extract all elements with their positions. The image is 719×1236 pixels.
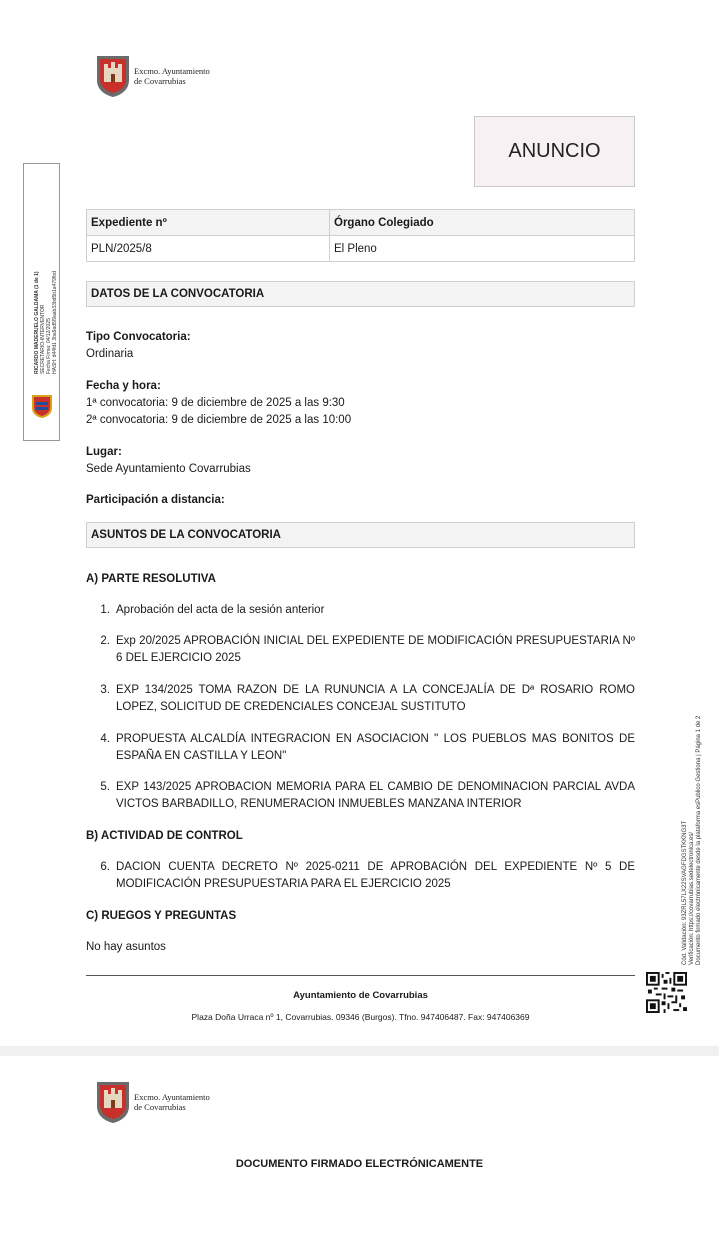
lugar-value: Sede Ayuntamiento Covarrubias — [86, 463, 251, 475]
expediente-header: Expediente nº — [87, 210, 330, 236]
validation-code: Cód. Validación: 93ZRL57LX22SVAGFDGSTKKNG3T — [682, 820, 688, 965]
parte-resolutiva-heading: A) PARTE RESOLUTIVA — [86, 573, 216, 585]
signature-crest-icon — [31, 394, 53, 418]
section-datos-convocatoria: DATOS DE LA CONVOCATORIA — [86, 281, 635, 307]
municipal-logo — [95, 54, 210, 98]
signature-hash: HASH: d44fd1 3ba9ad5f9aab33bd5b1a479fbd — [52, 271, 58, 374]
no-asuntos-text: No hay asuntos — [86, 941, 166, 953]
fecha-label: Fecha y hora: — [86, 380, 161, 392]
signature-stamp — [23, 163, 60, 441]
organo-header: Órgano Colegiado — [330, 210, 635, 236]
signer-role: SECRETARIO-INTERVENTOR — [40, 304, 46, 374]
expediente-table — [86, 209, 635, 262]
item-text: PROPUESTA ALCALDÍA INTEGRACION EN ASOCIACION " LOS PUEBLOS MAS BONITOS DE ESPAÑA EN CASTILLA Y LEON" — [116, 733, 635, 762]
item-number: 2. — [100, 635, 110, 647]
footer-divider — [86, 975, 635, 976]
item-number: 4. — [100, 733, 110, 745]
item-number: 1. — [100, 604, 110, 616]
item-number: 6. — [100, 861, 110, 873]
coat-of-arms-icon — [95, 1080, 131, 1124]
list-item — [86, 633, 635, 667]
logo-line-2: de Covarrubias — [134, 1102, 186, 1112]
actividad-control-heading: B) ACTIVIDAD DE CONTROL — [86, 830, 243, 842]
page-separator — [0, 1046, 719, 1056]
qr-code-icon — [646, 972, 687, 1013]
signature-date: Fecha Firma: 04/12/2025 — [46, 318, 52, 374]
fecha-segunda: 2ª convocatoria: 9 de diciembre de 2025 a las 10:00 — [86, 414, 352, 426]
verification-code — [682, 716, 703, 965]
ruegos-heading: C) RUEGOS Y PREGUNTAS — [86, 910, 237, 922]
item-number: 5. — [100, 781, 110, 793]
organo-value: El Pleno — [330, 236, 635, 262]
footer-organization: Ayuntamiento de Covarrubias — [293, 990, 428, 1001]
table-header-row — [87, 210, 635, 236]
tipo-label: Tipo Convocatoria: — [86, 331, 191, 343]
section-asuntos: ASUNTOS DE LA CONVOCATORIA — [86, 522, 635, 548]
item-number: 3. — [100, 684, 110, 696]
list-item — [86, 731, 635, 765]
coat-of-arms-icon — [95, 54, 131, 98]
document-page-2 — [0, 1056, 719, 1236]
logo-line-2: de Covarrubias — [134, 76, 186, 86]
table-row — [87, 236, 635, 262]
logo-line-1: Excmo. Ayuntamiento — [134, 1092, 210, 1102]
document-title: ANUNCIO — [474, 116, 635, 187]
verification-url[interactable]: Verificación: https://covarrubias.sedelectronica.es/ — [689, 831, 695, 965]
item-text: DACION CUENTA DECRETO Nº 2025-0211 DE APROBACIÓN DEL EXPEDIENTE Nº 5 DE MODIFICACIÓN PRESUPUESTARIA PARA EL EJERCICIO 2025 — [116, 861, 635, 890]
item-text: Aprobación del acta de la sesión anterior — [116, 604, 325, 616]
list-item — [86, 779, 635, 813]
expediente-value: PLN/2025/8 — [87, 236, 330, 262]
signed-document-label: DOCUMENTO FIRMADO ELECTRÓNICAMENTE — [235, 1158, 484, 1170]
list-item — [86, 859, 635, 893]
item-text: Exp 20/2025 APROBACIÓN INICIAL DEL EXPEDIENTE DE MODIFICACIÓN PRESUPUESTARIA Nº 6 DEL EJERCICIO 2025 — [116, 635, 635, 664]
distancia-label: Participación a distancia: — [86, 494, 225, 506]
footer-address: Plaza Doña Urraca nº 1, Covarrubias. 09346 (Burgos). Tfno. 947406487. Fax: 947406369 — [191, 1012, 530, 1022]
signer-name: RICARDO MADERUELO GALDAMA (1 de 1) — [34, 271, 40, 374]
logo-line-1: Excmo. Ayuntamiento — [134, 66, 210, 76]
municipal-logo — [95, 1080, 210, 1124]
item-text: EXP 143/2025 APROBACION MEMORIA PARA EL CAMBIO DE DENOMINACION PARCIAL AVDA VICTOS BARBADILLO, RENUMERACION INMUEBLES MANZANA INTERIOR — [116, 781, 635, 810]
list-item — [86, 602, 635, 619]
page-indicator: Documento firmado electrónicamente desde la plataforma esPublico Gestiona | Página 1 de 2 — [696, 715, 702, 965]
list-item — [86, 682, 635, 716]
lugar-label: Lugar: — [86, 446, 122, 458]
fecha-primera: 1ª convocatoria: 9 de diciembre de 2025 a las 9:30 — [86, 397, 345, 409]
item-text: EXP 134/2025 TOMA RAZON DE LA RUNUNCIA A LA CONCEJALÍA DE Dª ROSARIO ROMO LOPEZ, SOLICITUD DE CREDENCIALES CONCEJAL SUSTITUTO — [116, 684, 635, 713]
tipo-value: Ordinaria — [86, 348, 134, 360]
